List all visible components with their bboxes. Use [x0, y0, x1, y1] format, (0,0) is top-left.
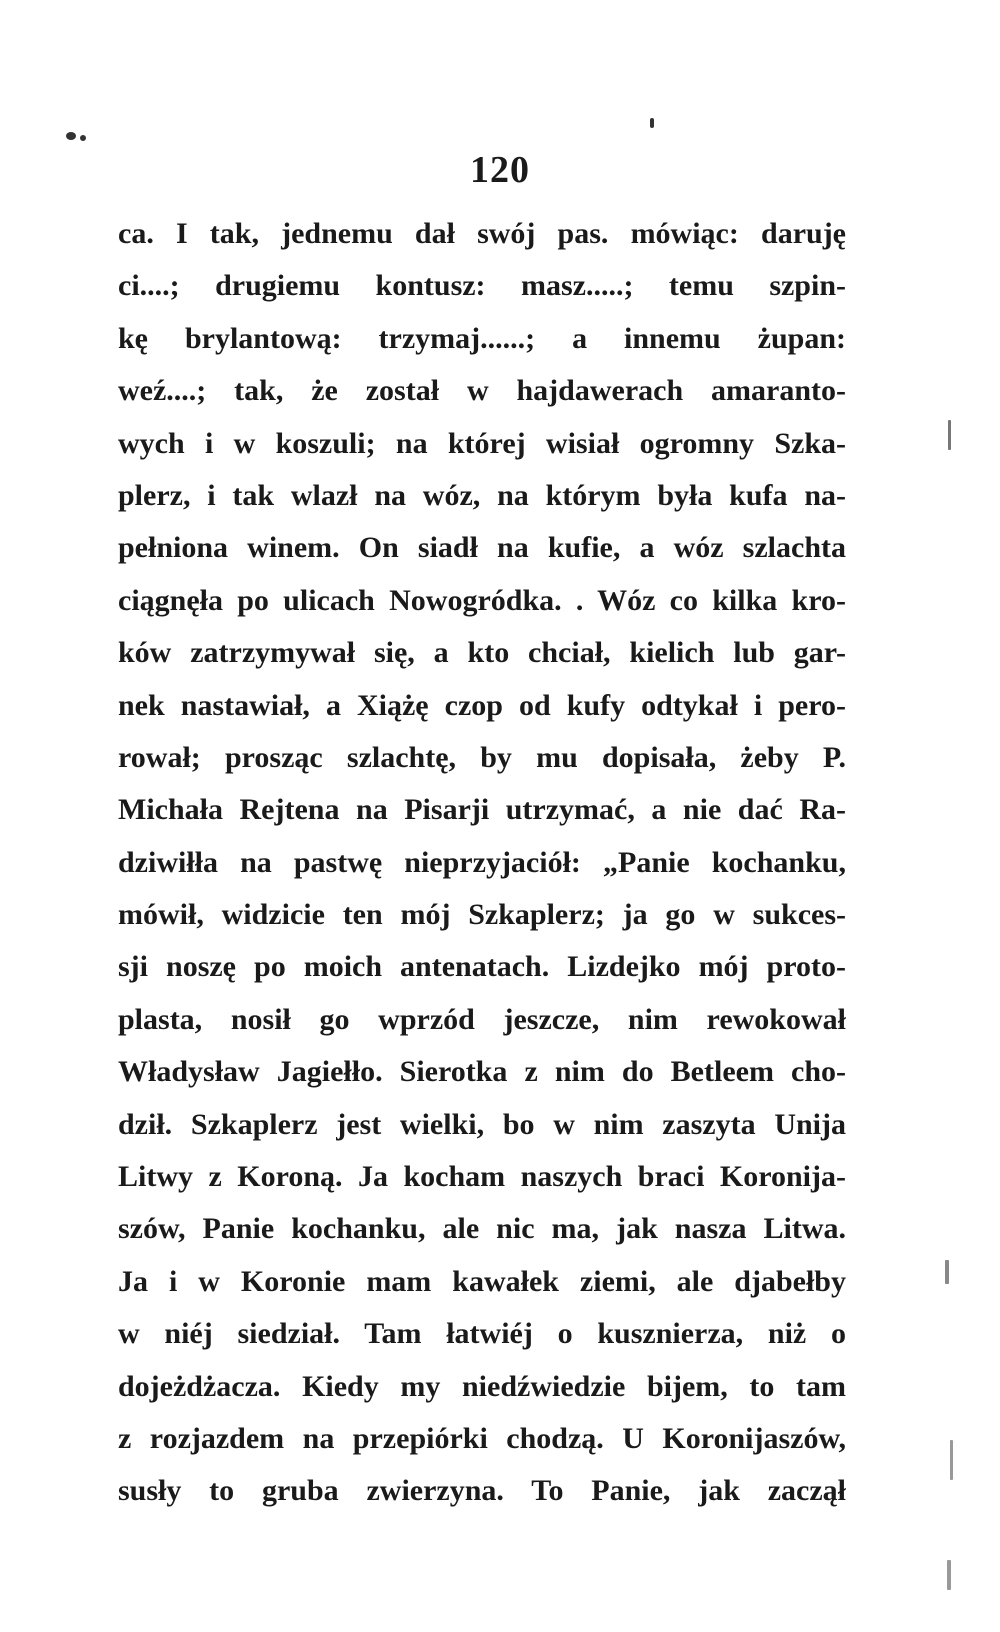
text-line: kę brylantową: trzymaj......; a innemu żupan:: [118, 321, 846, 355]
text-line: dziwiłła na pastwę nieprzyjaciół: „Panie kochanku,: [118, 845, 846, 879]
ink-speck: [950, 1440, 953, 1480]
text-line: ków zatrzymywał się, a kto chciał, kielich lub gar-: [118, 636, 846, 670]
text-line: rował; prosząc szlachtę, by mu dopisała, żeby P.: [118, 740, 846, 774]
text-line: wych i w koszuli; na której wisiał ogromny Szka-: [118, 426, 846, 460]
ink-speck: [945, 1260, 949, 1284]
text-line: szów, Panie kochanku, ale nic ma, jak nasza Litwa.: [118, 1212, 846, 1246]
text-line: ca. I tak, jednemu dał swój pas. mówiąc: daruję: [118, 217, 846, 250]
text-line: pełniona winem. On siadł na kufie, a wóz szlachta: [118, 531, 846, 565]
text-line: dził. Szkaplerz jest wielki, bo w nim zaszyta Unija: [118, 1107, 846, 1141]
text-line: plasta, nosił go wprzód jeszcze, nim rewokował: [118, 1002, 846, 1036]
ink-speck: [66, 132, 76, 140]
ink-speck: [80, 135, 86, 141]
text-line: nek nastawiał, a Xiążę czop od kufy odtykał i pero-: [118, 688, 846, 722]
text-line: Michała Rejtena na Pisarji utrzymać, a nie dać Ra-: [118, 793, 846, 827]
text-line: mówił, widzicie ten mój Szkaplerz; ja go w sukces-: [118, 898, 846, 932]
text-line: ci....; drugiemu kontusz: masz.....; temu szpin-: [118, 269, 846, 303]
text-line: Litwy z Koroną. Ja kocham naszych braci Koronija-: [118, 1160, 846, 1194]
ink-speck: [947, 1560, 951, 1590]
text-line: plerz, i tak wlazł na wóz, na którym była kufa na-: [118, 478, 846, 512]
text-line: dojeżdżacza. Kiedy my niedźwiedzie bijem, to tam: [118, 1369, 846, 1403]
ink-speck: [948, 420, 951, 450]
text-line: z rozjazdem na przepiórki chodzą. U Koronijaszów,: [118, 1421, 846, 1455]
text-line: susły to gruba zwierzyna. To Panie, jak zaczął: [118, 1474, 846, 1508]
text-line: weź....; tak, że został w hajdawerach amaranto-: [118, 374, 846, 408]
body-text: [118, 208, 846, 1518]
ink-speck: [650, 118, 654, 128]
text-line: w niéj siedział. Tam łatwiéj o kusznierza, niż o: [118, 1317, 846, 1351]
text-line: Władysław Jagiełło. Sierotka z nim do Betleem cho-: [118, 1055, 846, 1089]
text-line: ciągnęła po ulicach Nowogródka. . Wóz co kilka kro-: [118, 583, 846, 617]
page-number: 120: [470, 149, 530, 191]
text-line: Ja i w Koronie mam kawałek ziemi, ale djabełby: [118, 1264, 846, 1298]
text-line: sji noszę po moich antenatach. Lizdejko mój proto-: [118, 950, 846, 984]
